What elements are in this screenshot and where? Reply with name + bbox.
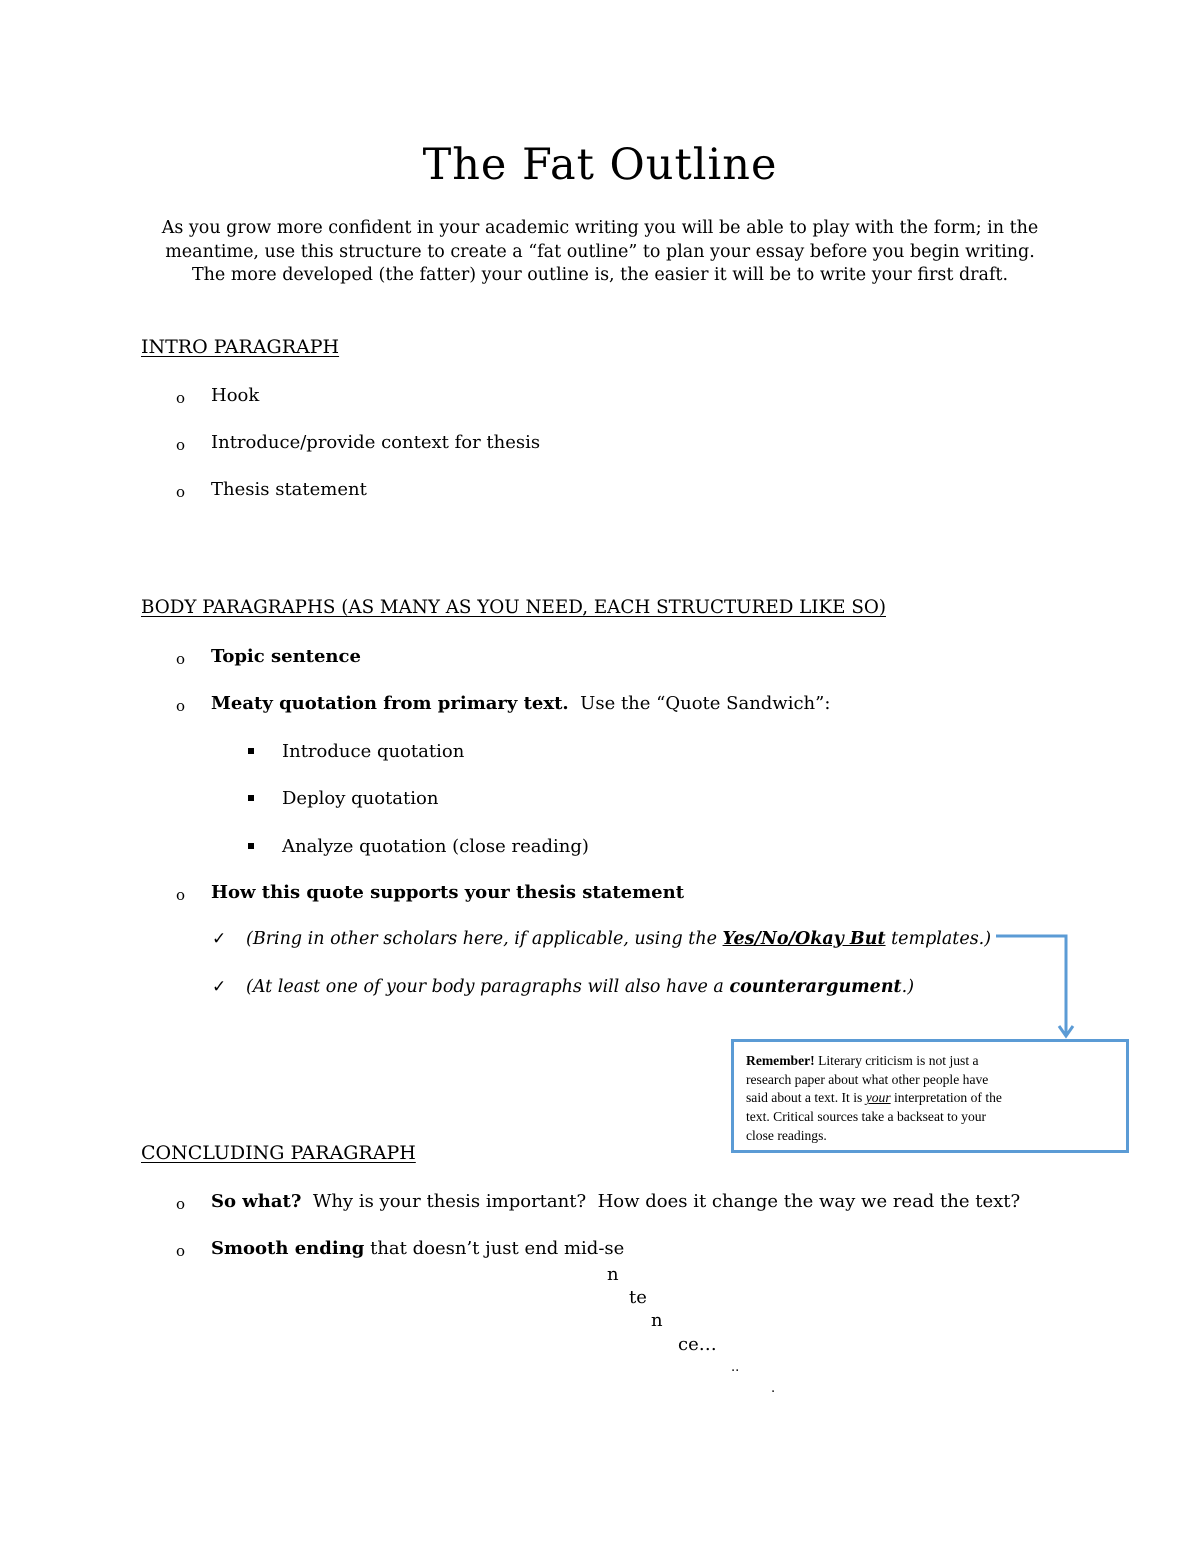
intro-line: As you grow more confident in your academic writing you will be able to play with the form; in the [161,218,1039,238]
callout-text: research paper about what other people have [746,1071,989,1087]
cascade-fragment: te [629,1287,647,1308]
cascade-fragment: n [607,1264,619,1285]
cascade-fragment: ce… [678,1334,717,1355]
topic-sentence-label: Topic sentence [211,646,361,667]
callout-emphasis: your [865,1090,891,1106]
callout-text: close readings. [746,1127,827,1143]
callout-text: interpretation of the [890,1090,1002,1106]
check-text: (At least one of your body paragraphs will also have a [246,977,730,997]
remember-callout [731,1039,1129,1153]
checkmark-icon: ✓ [212,929,227,949]
quote-label: Meaty quotation from primary text. [211,693,569,714]
circle-bullet-icon: o [176,650,186,668]
intro-section-heading: INTRO PARAGRAPH [141,336,340,358]
check-text: .) [901,977,915,997]
circle-bullet-icon: o [176,436,186,454]
cascade-fragment: .. [731,1360,740,1375]
so-what-text: Why is your thesis important? How does it change the way we read the text? [301,1191,1021,1212]
list-item: Deploy quotation [282,788,439,809]
circle-bullet-icon: o [176,1195,186,1213]
cascade-fragment: n [651,1310,663,1331]
cascade-fragment: . [771,1381,776,1396]
check-text: templates.) [885,929,992,949]
smooth-ending-text: that doesn’t just end mid-se [364,1238,625,1259]
list-item: Introduce/provide context for thesis [211,432,541,453]
list-item: Thesis statement [211,479,367,500]
list-item: Analyze quotation (close reading) [282,836,589,857]
so-what-label: So what? [211,1191,302,1212]
support-label: How this quote supports your thesis statement [211,882,685,903]
callout-title: Remember! [746,1053,815,1068]
callout-text: said about a text. It is [746,1090,866,1106]
circle-bullet-icon: o [176,483,186,501]
templates-label: Yes/No/Okay But [722,929,886,949]
circle-bullet-icon: o [176,697,186,715]
intro-line: The more developed (the fatter) your outline is, the easier it will be to write your first draft. [191,265,1009,285]
list-item: Hook [211,385,260,406]
quote-instruction: Use the “Quote Sandwich”: [580,693,831,714]
circle-bullet-icon: o [176,389,186,407]
check-text: (Bring in other scholars here, if applicable, using the [246,929,723,949]
circle-bullet-icon: o [176,886,186,904]
callout-text: Literary criticism is not just a [814,1053,979,1068]
concluding-section-heading: CONCLUDING PARAGRAPH [141,1142,416,1164]
list-item [211,1191,1020,1212]
callout-text: text. Critical sources take a backseat to your [746,1109,987,1125]
checkmark-icon: ✓ [212,977,227,997]
page-title: The Fat Outline [422,140,778,190]
counterargument-label: counterargument [729,977,902,997]
smooth-ending-label: Smooth ending [211,1238,365,1259]
list-item [211,1238,624,1259]
body-section-heading: BODY PARAGRAPHS (AS MANY AS YOU NEED, EACH STRUCTURED LIKE SO) [141,597,886,618]
list-item: Introduce quotation [282,741,465,762]
intro-line: meantime, use this structure to create a “fat outline” to plan your essay before you begin writing. [165,241,1035,262]
circle-bullet-icon: o [176,1242,186,1260]
